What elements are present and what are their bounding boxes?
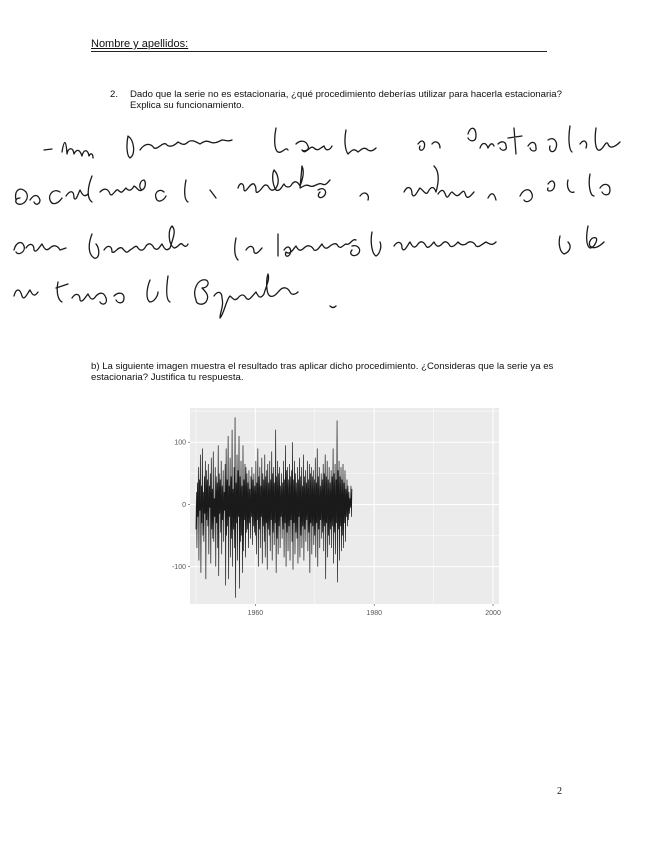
question-b-text: b) La siguiente imagen muestra el resultado tras aplicar dicho procedimiento. ¿Consideras que la serie ya es estacionaria? Justifica tu respuesta.	[91, 361, 554, 383]
handwritten-answer	[0, 110, 655, 330]
name-field-line	[91, 38, 547, 52]
y-tick-label: 0	[182, 501, 186, 509]
x-tick-label: 1960	[247, 610, 264, 617]
question-2-number: 2.	[110, 89, 119, 100]
x-tick-label: 2000	[485, 610, 501, 617]
x-tick-label: 1980	[366, 610, 383, 617]
name-label: Nombre y apellidos:	[91, 38, 189, 50]
handwriting-stroke-line-3	[14, 226, 604, 260]
question-2-text: Dado que la serie no es estacionaria, ¿qué procedimiento deberías utilizar para hacerla estacionaria? Explica su funcionamiento.	[130, 89, 562, 111]
handwriting-stroke-line-2	[16, 166, 610, 204]
handwriting-stroke-line-1	[44, 126, 620, 158]
y-tick-label: -100	[171, 564, 186, 572]
y-axis-ticks	[172, 440, 190, 571]
y-tick-label: 100	[174, 439, 186, 447]
handwriting-stroke-line-4	[14, 274, 336, 318]
time-series-chart	[160, 404, 505, 626]
page-number: 2	[557, 786, 562, 797]
x-axis-ticks	[248, 604, 501, 617]
